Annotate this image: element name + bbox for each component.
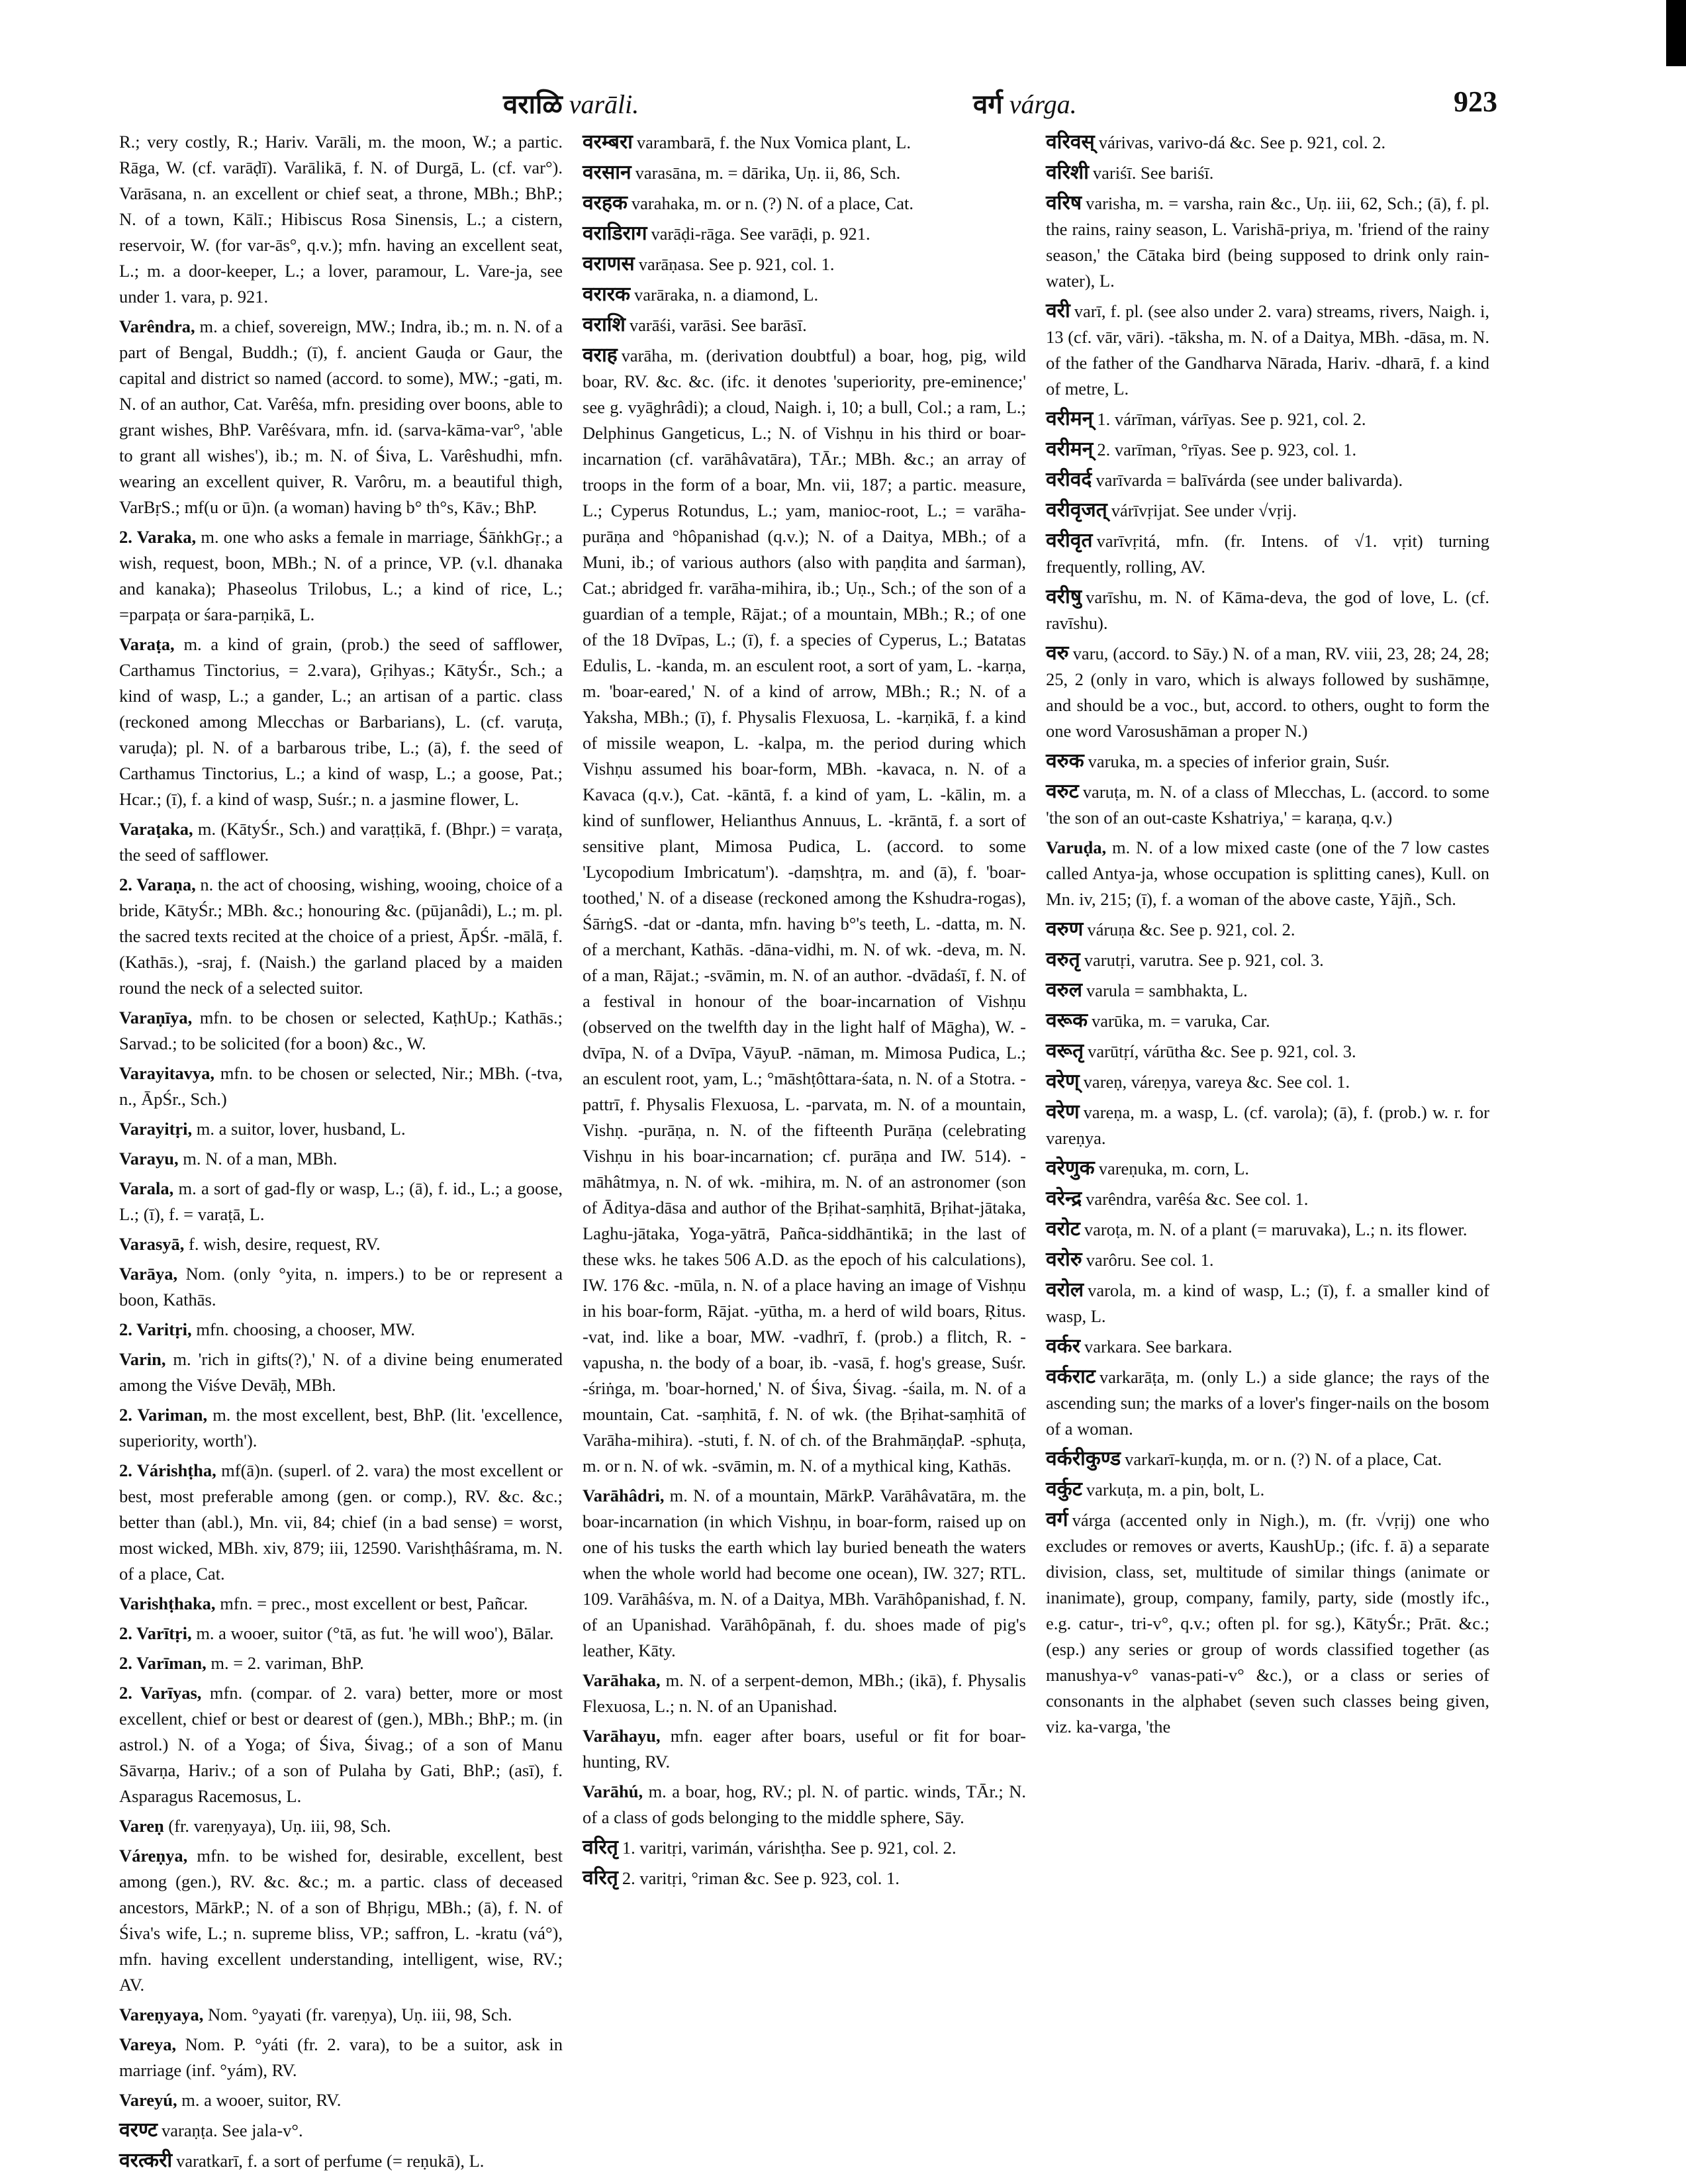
entry-text: vareṇa, m. a wasp, L. (cf. varola); (ā), f. (prob.) w. r. for vareṇya. <box>1046 1102 1489 1148</box>
devanagari-headword: वरिशी <box>1046 161 1089 184</box>
entry-text: Nom. P. °yáti (fr. 2. vara), to be a suitor, ask in marriage (inf. °yám), RV. <box>119 2034 563 2080</box>
devanagari-headword: वरीषु <box>1046 585 1082 608</box>
entry-text: varahaka, m. or n. (?) N. of a place, Cat. <box>631 193 913 213</box>
dictionary-entry <box>1046 129 1489 156</box>
entry-headword: Varaṭaka, <box>119 819 193 839</box>
dictionary-entry <box>119 1813 563 1839</box>
devanagari-headword: वरुल <box>1046 978 1082 1002</box>
entry-text: mfn. to be chosen or selected, KaṭhUp.; Kathās.; Sarvad.; to be solicited (for a boon) &c., W. <box>119 1008 563 1053</box>
entry-headword: Varāya, <box>119 1264 178 1284</box>
entry-text: varāśi, varāsi. See barāsī. <box>629 315 807 335</box>
entry-text: m. a wooer, suitor (°tā, as fut. 'he will woo'), Bālar. <box>196 1623 554 1643</box>
devanagari-headword: वरेणुक <box>1046 1157 1095 1180</box>
devanagari-headword: वरेण <box>1046 1100 1080 1123</box>
dictionary-entry <box>1046 436 1489 463</box>
devanagari-headword: वराह <box>583 344 618 367</box>
entry-text: varambarā, f. the Nux Vomica plant, L. <box>636 132 911 152</box>
dictionary-entry <box>119 872 563 1001</box>
dictionary-entry <box>119 1347 563 1398</box>
entry-text: varkarī-kuṇḍa, m. or n. (?) N. of a place, Cat. <box>1125 1449 1442 1469</box>
devanagari-headword: वरेन्द्र <box>1046 1187 1082 1210</box>
dictionary-entry <box>1046 160 1489 186</box>
dictionary-entry <box>583 1483 1026 1664</box>
entry-text: varutṛi, varutra. See p. 921, col. 3. <box>1084 950 1324 970</box>
dictionary-entry <box>119 2087 563 2113</box>
dictionary-entry <box>119 632 563 812</box>
dictionary-entry <box>1046 1277 1489 1329</box>
dictionary-entry <box>583 190 1026 216</box>
dictionary-entry <box>119 2032 563 2083</box>
dictionary-columns <box>119 129 1489 2172</box>
dictionary-entry <box>1046 1476 1489 1503</box>
entry-text: m. N. of a serpent-demon, MBh.; (ikā), f. Physalis Flexuosa, L.; n. N. of an Upanishad. <box>583 1670 1026 1716</box>
entry-text: váruṇa &c. See p. 921, col. 2. <box>1087 920 1295 939</box>
entry-headword: 2. Varaṇa, <box>119 875 196 894</box>
devanagari-headword: वरम्बरा <box>583 130 633 154</box>
entry-headword: 2. Varaka, <box>119 527 197 547</box>
entry-headword: 2. Varīman, <box>119 1653 207 1673</box>
entry-headword: Varuḍa, <box>1046 837 1107 857</box>
dictionary-entry <box>583 160 1026 186</box>
entry-text: variśī. See bariśī. <box>1092 163 1214 183</box>
entry-text: (fr. vareṇyaya), Uṇ. iii, 98, Sch. <box>168 1816 391 1836</box>
devanagari-headword: वरारक <box>583 283 631 306</box>
devanagari-headword: वरण्ट <box>119 2118 158 2142</box>
dictionary-entry <box>583 251 1026 277</box>
dictionary-entry <box>119 2002 563 2028</box>
entry-headword: 2. Varitṛi, <box>119 1319 192 1339</box>
entry-text: Nom. (only °yita, n. impers.) to be or represent a boon, Kathās. <box>119 1264 563 1309</box>
dictionary-entry <box>119 2148 563 2174</box>
dictionary-entry <box>1046 528 1489 580</box>
entry-text: m. = 2. variman, BhP. <box>211 1653 364 1673</box>
entry-text: R.; very costly, R.; Hariv. Varāli, m. the moon, W.; a partic. Rāga, W. (cf. varāḍī). Varālikā, f. N. of Durgā, L. (cf. var°). Varāsana, n. an excellent or chief seat, a throne, MBh.; BhP.; N. of a town, Kālī.; Hibiscus Rosa Sinensis, L.; a cistern, reservoir, W. (for var-ās°, q.v.); mfn. having an excellent seat, L.; m. a door-keeper, L.; a lover, paramour, L. Vare-ja, see under 1. vara, p. 921. <box>119 132 563 307</box>
dictionary-entry <box>1046 1333 1489 1360</box>
entry-text: vareṇ, váreṇya, vareya &c. See col. 1. <box>1083 1072 1350 1092</box>
entry-text: várīvṛijat. See under √vṛij. <box>1111 500 1297 520</box>
entry-text: varula = sambhakta, L. <box>1086 980 1248 1000</box>
dictionary-entry <box>1046 1364 1489 1442</box>
dictionary-entry <box>583 342 1026 1479</box>
dictionary-entry <box>1046 640 1489 744</box>
entry-headword: 2. Várishṭha, <box>119 1460 216 1480</box>
entry-headword: Varaṭa, <box>119 634 175 654</box>
entry-text: 2. varitṛi, °riman &c. See p. 923, col. 1. <box>622 1868 900 1888</box>
scan-edge-bar <box>1666 0 1686 66</box>
dictionary-entry <box>119 524 563 628</box>
entry-text: m. the most excellent, best, BhP. (lit. 'excellence, superiority, worth'). <box>119 1405 563 1450</box>
entry-text: varāṇasa. See p. 921, col. 1. <box>638 254 835 274</box>
page-number: 923 <box>1454 85 1497 118</box>
entry-headword: 2. Variman, <box>119 1405 208 1425</box>
dictionary-entry <box>1046 1068 1489 1095</box>
devanagari-headword: वरसान <box>583 161 632 184</box>
dictionary-entry <box>1046 1446 1489 1472</box>
entry-text: varī, f. pl. (see also under 2. vara) streams, rivers, Naigh. i, 13 (cf. vār, vāri). -tāksha, m. N. of a Daitya, MBh. -dāsa, m. N. of the father of the Gandharva Nārada, Hariv. -dharā, f. a kind of metre, L. <box>1046 301 1489 399</box>
entry-text: 2. varīman, °rīyas. See p. 923, col. 1. <box>1097 440 1357 459</box>
entry-text: varaṇṭa. See jala-v°. <box>162 2120 303 2140</box>
entry-text: 1. várīman, várīyas. See p. 921, col. 2. <box>1097 409 1366 429</box>
entry-text: m. 'rich in gifts(?),' N. of a divine being enumerated among the Viśve Devāḥ, MBh. <box>119 1349 563 1395</box>
entry-headword: Varin, <box>119 1349 166 1369</box>
dictionary-entry <box>1046 1038 1489 1065</box>
entry-text: varūtṛí, várūtha &c. See p. 921, col. 3. <box>1088 1041 1356 1061</box>
entry-headword: Varayitavya, <box>119 1063 215 1083</box>
dictionary-entry <box>119 1843 563 1998</box>
dictionary-entry <box>1046 1216 1489 1243</box>
entry-headword: Varāhâdri, <box>583 1486 665 1505</box>
entry-text: varêndra, varêśa &c. See col. 1. <box>1086 1189 1309 1209</box>
dictionary-entry <box>119 1680 563 1809</box>
devanagari-headword: वरी <box>1046 299 1070 322</box>
entry-text: m. N. of a mountain, MārkP. Varāhâvatāra, m. the boar-incarnation (in which Vishṇu, in boar-form, raised up on one of his tusks the earth which lay buried beneath the waters when the whole world had become one ocean), IW. 327; RTL. 109. Varāhâśva, m. N. of a Daitya, MBh. Varāhôpanishad, f. N. of an Upanishad. Varāhôpānah, f. du. shoes made of pig's leather, Kāty. <box>583 1486 1026 1660</box>
dictionary-entry <box>1046 1099 1489 1151</box>
dictionary-entry <box>119 1458 563 1587</box>
devanagari-headword: वरुतृ <box>1046 948 1080 971</box>
entry-text: varāraka, n. a diamond, L. <box>634 285 819 305</box>
entry-headword: Varāhayu, <box>583 1726 661 1746</box>
devanagari-headword: वरिवस् <box>1046 130 1095 154</box>
dictionary-entry <box>1046 916 1489 943</box>
entry-text: f. wish, desire, request, RV. <box>189 1234 381 1254</box>
entry-text: m. a wooer, suitor, RV. <box>181 2090 342 2110</box>
column-2 <box>583 129 1026 2178</box>
dictionary-entry <box>119 1146 563 1172</box>
entry-text: m. N. of a low mixed caste (one of the 7 low castes called Antya-ja, whose occupation is splitting canes), Kull. on Mn. iv, 215; (ī), f. a woman of the above caste, Yājñ., Sch. <box>1046 837 1489 909</box>
devanagari-headword: वरुण <box>1046 918 1084 941</box>
entry-text: m. one who asks a female in marriage, ŚāṅkhGṛ.; a wish, request, boon, MBh.; N. of a prince, VP. (v.l. dhanaka and kanaka); Phaseolus Trilobus, L.; a kind of rice, L.; =parpaṭa or śara-parṇikā, L. <box>119 527 563 624</box>
entry-headword: Varasyā, <box>119 1234 185 1254</box>
entry-text: varasāna, m. = dārika, Uṇ. ii, 86, Sch. <box>635 163 901 183</box>
dictionary-entry <box>583 129 1026 156</box>
entry-text: varatkarī, f. a sort of perfume (= reṇukā), L. <box>176 2151 485 2171</box>
entry-headword: Varāhú, <box>583 1781 643 1801</box>
entry-text: n. the act of choosing, wishing, wooing, choice of a bride, KātyŚr.; MBh. &c.; honouring &c. (pūjanâdi), L.; m. pl. the sacred texts recited at the choice of a priest, ĀpŚr. -mālā, f. (Kathās.), -sraj, f. (Naish.) the garland placed by a maiden round the neck of a selected suitor. <box>119 875 563 998</box>
entry-headword: Varayitṛi, <box>119 1119 193 1139</box>
entry-headword: Vareṇ <box>119 1816 164 1836</box>
dictionary-entry <box>583 220 1026 247</box>
entry-text: varola, m. a kind of wasp, L.; (ī), f. a smaller kind of wasp, L. <box>1046 1280 1489 1326</box>
entry-text: varoṭa, m. N. of a plant (= maruvaka), L.; n. its flower. <box>1084 1219 1468 1239</box>
dictionary-entry <box>119 1591 563 1617</box>
devanagari-headword: वरोरु <box>1046 1248 1082 1271</box>
dictionary-entry <box>119 1650 563 1676</box>
dictionary-entry <box>119 1176 563 1227</box>
entry-text: mfn. to be wished for, desirable, excellent, best among (gen.), RV. &c. &c.; m. a partic. class of deceased ancestors, MārkP.; N. of a son of Bhṛigu, MBh.; (ā), f. N. of Śiva's wife, L.; n. supreme bliss, VP.; saffron, L. -kratu (vá°), mfn. having excellent understanding, intelligent, wise, RV.; AV. <box>119 1846 563 1995</box>
devanagari-headword: वर्ग <box>1046 1508 1068 1531</box>
entry-text: varāha, m. (derivation doubtful) a boar, hog, pig, wild boar, RV. &c. &c. (ifc. it denotes 'superiority, pre-eminence;' see g. vyāghrâdi); a cloud, Naigh. i, 10; a bull, Col.; a ram, L.; Delphinus Gangeticus, L.; N. of Vishṇu in his third or boar-incarnation (cf. varāhâvatāra), TĀr.; MBh. &c.; an array of troops in the form of a boar, Mn. vii, 187; a partic. measure, L.; Cyperus Rotundus, L.; yam, manioc-root, L.; = varāha-purāṇa and °hôpanishad (q.v.); N. of a Daitya, MBh.; of a Muni, ib.; of various authors (also with paṇḍita and śarman), Cat.; abridged fr. varāha-mihira, ib.; Uṇ., Sch.; of the son of a guardian of a temple, Rājat.; of a mountain, MBh.; R.; of one of the 18 Dvīpas, L.; (ī), f. a species of Cyperus, L.; Batatas Edulis, L. -kanda, m. an esculent root, a sort of yam, L. -karṇa, m. 'boar-eared,' N. of a kind of arrow, MBh.; R.; N. of a Yaksha, MBh.; (ī), f. Physalis Flexuosa, L. -karṇikā, f. a kind of missile weapon, L. -kalpa, m. the period during which Vishṇu assumed his boar-form, MBh. -kavaca, n. N. of a Kavaca (q.v.), Cat. -kāntā, f. a kind of yam, L. -kālin, m. a kind of sunflower, Helianthus Annuus, L. -krāntā, f. a sort of sensitive plant, Mimosa Pudica, L. (accord. to some 'Lycopodium Imbricatum'). -daṃshṭra, m. and (ā), f. 'boar-toothed,' N. of a disease (reckoned among the Kshudra-rogas), ŚārṅgS. -dat or -danta, mfn. having b°'s teeth, L. -datta, m. N. of a merchant, Kathās. -dāna-vidhi, m. N. of wk. -deva, m. N. of a man, Rājat.; -svāmin, m. N. of an author. -dvādaśī, f. N. of a festival in honour of the boar-incarnation of Vishṇu (observed on the twelfth day in the light half of Māgha), W. -dvīpa, N. of a Dvīpa, VāyuP. -nāman, m. Mimosa Pudica, L.; an esculent root, yam, L.; °māshṭôttara-śata, n. N. of a Stotra. -pattrī, f. Physalis Flexuosa, L. -parvata, m. N. of a mountain, Vishṇ. -purāṇa, n. N. of the fifteenth Purāṇa (celebrating Vishṇu in his boar-incarnation; cf. purāṇa and IW. 514). -māhâtmya, n. N. of wk. -mihira, m. N. of an astronomer (son of Āditya-dāsa and author of the Bṛihat-saṃhitā, Bṛihat-jātaka, Laghu-jātaka, Yoga-yātrā, Pañca-siddhāntikā; in the last of these wks. he takes 506 A.D. as the epoch of his calculations), IW. 176 &c. -mūla, n. N. of a place having an image of Vishṇu in his boar-form, Rājat. -yūtha, m. a herd of wild boars, Ṛitus. -vat, ind. like a boar, MW. -vadhrī, f. (prob.) a flitch, R. -vapusha, n. the body of a boar, ib. -vasā, f. hog's grease, Suśr. -śriṅga, m. 'boar-horned,' N. of Śiva, Śivag. -śaila, m. N. of a mountain, Cat. -saṃhitā, f. N. of wk. (the Bṛihat-saṃhitā of Varāha-mihira). -stuti, f. N. of ch. of the BrahmāṇḍaP. -sphuṭa, m. or n. N. of wk. -svāmin, m. N. of a mythical king, Kathās. <box>583 346 1026 1476</box>
entry-text: 1. varitṛi, varimán, várishṭha. See p. 921, col. 2. <box>622 1838 957 1858</box>
devanagari-headword: वरीवृत <box>1046 529 1093 552</box>
dictionary-entry <box>1046 1247 1489 1273</box>
column-3 <box>1046 129 1489 2178</box>
entry-text: varkuṭa, m. a pin, bolt, L. <box>1086 1480 1265 1499</box>
devanagari-headword: वर्करीकुण्ड <box>1046 1447 1121 1470</box>
entry-text: varīvṛitá, mfn. (fr. Intens. of √1. vṛit) turning frequently, rolling, AV. <box>1046 531 1489 577</box>
devanagari-headword: वर्कराट <box>1046 1365 1096 1388</box>
devanagari-headword: वरोट <box>1046 1217 1080 1241</box>
left-guide-word: वराळि varāli. <box>503 89 639 119</box>
devanagari-headword: वराणस <box>583 252 635 275</box>
devanagari-headword: वरूक <box>1046 1009 1088 1032</box>
entry-text: vareṇuka, m. corn, L. <box>1098 1159 1250 1178</box>
dictionary-entry <box>583 1834 1026 1861</box>
dictionary-entry <box>119 1317 563 1343</box>
entry-text: mf(ā)n. (superl. of 2. vara) the most excellent or best, most preferable among (gen. or comp.), RV. &c. &c.; better than (abl.), Mn. vii, 84; chief (in a bad sense) = worst, most wicked, MBh. xiv, 879; iii, 12590. Varishṭhâśrama, m. N. of a place, Cat. <box>119 1460 563 1584</box>
devanagari-headword: वर्कुट <box>1046 1478 1082 1501</box>
devanagari-headword: वरीमन् <box>1046 438 1094 461</box>
dictionary-entry <box>1046 1008 1489 1034</box>
entry-text: varôru. See col. 1. <box>1086 1250 1214 1270</box>
entry-text: várivas, varivo-dá &c. See p. 921, col. 2. <box>1098 132 1386 152</box>
devanagari-headword: वरीवर्द <box>1046 468 1092 491</box>
entry-headword: Vareṇyaya, <box>119 2005 204 2024</box>
entry-headword: Varaṇīya, <box>119 1008 193 1027</box>
devanagari-headword: वरुट <box>1046 780 1079 803</box>
entry-headword: Varala, <box>119 1178 174 1198</box>
entry-headword: Vareyú, <box>119 2090 177 2110</box>
entry-text: varkarāṭa, m. (only L.) a side glance; the rays of the ascending sun; the marks of a lover's finger-nails on the bosom of a woman. <box>1046 1367 1489 1439</box>
dictionary-entry <box>583 1865 1026 1891</box>
dictionary-entry <box>119 816 563 868</box>
dictionary-entry <box>119 1621 563 1646</box>
devanagari-headword: वरत्करी <box>119 2149 173 2172</box>
entry-headword: 2. Varīyas, <box>119 1683 202 1703</box>
entry-text: m. a kind of grain, (prob.) the seed of safflower, Carthamus Tinctorius, = 2.vara), Gṛihyas.; KātyŚr., Sch.; a kind of wasp, L.; a gander, L.; an artisan of a partic. class (reckoned among Mlecchas or Barbarians), L. (cf. varuṭa, varuḍa); pl. N. of a barbarous tribe, L.; (ā), f. the seed of Carthamus Tinctorius, L.; a kind of wasp, L.; a goose, Pat.; Hcar.; (ī), f. a kind of wasp, Suśr.; n. a jasmine flower, L. <box>119 634 563 809</box>
dictionary-entry <box>1046 1507 1489 1740</box>
devanagari-headword: वरोल <box>1046 1278 1084 1302</box>
entry-headword: 2. Varītṛi, <box>119 1623 192 1643</box>
dictionary-entry <box>119 1261 563 1313</box>
right-guide-word: वर्ग várga. <box>973 89 1077 119</box>
dictionary-entry <box>1046 977 1489 1004</box>
dictionary-entry <box>119 1231 563 1257</box>
devanagari-headword: वरितृ <box>583 1866 618 1889</box>
devanagari-headword: वरेण् <box>1046 1070 1080 1093</box>
dictionary-entry <box>119 129 563 310</box>
entry-text: varisha, m. = varsha, rain &c., Uṇ. iii, 62, Sch.; (ā), f. pl. the rains, rainy season, L. Varishā-priya, m. 'friend of the rainy season,' the Cātaka bird (being supposed to drink only rain-water), L. <box>1046 193 1489 291</box>
entry-text: mfn. = prec., most excellent or best, Pañcar. <box>220 1593 528 1613</box>
dictionary-entry <box>1046 1186 1489 1212</box>
entry-text: mfn. to be chosen or selected, Nir.; MBh. (-tva, n., ĀpŚr., Sch.) <box>119 1063 563 1109</box>
devanagari-headword: वरीवृजत् <box>1046 499 1107 522</box>
dictionary-entry <box>583 1723 1026 1775</box>
entry-text: m. a suitor, lover, husband, L. <box>196 1119 406 1139</box>
entry-headword: Varāhaka, <box>583 1670 661 1690</box>
devanagari-headword: वरीमन् <box>1046 407 1094 430</box>
entry-text: varkara. See barkara. <box>1084 1337 1233 1356</box>
entry-text: varu, (accord. to Sāy.) N. of a man, RV. viii, 23, 28; 24, 28; 25, 2 (only in varo, which is always followed by sushāmṇe, and should be a voc., but, accord. to others, ought to form the one word Varosushāman a proper N.) <box>1046 643 1489 741</box>
entry-text: varuka, m. a species of inferior grain, Suśr. <box>1088 751 1390 771</box>
devanagari-headword: वरु <box>1046 641 1069 665</box>
dictionary-entry <box>119 1005 563 1057</box>
devanagari-headword: वरूतृ <box>1046 1039 1084 1063</box>
dictionary-entry <box>583 312 1026 338</box>
dictionary-entry <box>119 314 563 520</box>
dictionary-entry <box>119 1116 563 1142</box>
entry-text: mfn. choosing, a chooser, MW. <box>196 1319 415 1339</box>
dictionary-entry <box>119 2117 563 2144</box>
entry-headword: Varêndra, <box>119 316 195 336</box>
entry-text: varuṭa, m. N. of a class of Mlecchas, L. (accord. to some 'the son of an out-caste Kshatriya,' = karaṇa, q.v.) <box>1046 782 1489 828</box>
dictionary-entry <box>1046 584 1489 636</box>
entry-headword: Varayu, <box>119 1149 179 1168</box>
devanagari-headword: वरुक <box>1046 749 1084 773</box>
devanagari-headword: वर्कर <box>1046 1335 1080 1358</box>
devanagari-headword: वराडिराग <box>583 222 647 245</box>
dictionary-entry <box>1046 406 1489 432</box>
dictionary-entry <box>1046 190 1489 294</box>
devanagari-headword: वरिष <box>1046 191 1082 214</box>
dictionary-entry <box>1046 835 1489 912</box>
dictionary-entry <box>1046 1155 1489 1182</box>
dictionary-entry <box>1046 779 1489 831</box>
running-head <box>119 85 1497 124</box>
entry-text: várga (accented only in Nigh.), m. (fr. √vṛij) one who excludes or removes or averts, KaushUp.; (ifc. f. ā) a separate division, class, set, multitude of similar things (animate or inanimate), group, company, family, party, side (mostly ifc., e.g. catur-, tri-v°, q.v.; often pl. for sg.), KātyŚr.; Prāt. &c.; (esp.) any series or group of words classified together (as manushya-v° vanas-pati-v° &c.), or a class or series of consonants in the alphabet (seven such classes being given, viz. ka-varga, 'the <box>1046 1510 1489 1736</box>
dictionary-entry <box>1046 467 1489 493</box>
dictionary-entry <box>583 1668 1026 1719</box>
entry-text: varīshu, m. N. of Kāma-deva, the god of love, L. (cf. ravīshu). <box>1046 587 1489 633</box>
entry-headword: Vareya, <box>119 2034 177 2054</box>
dictionary-entry <box>1046 947 1489 973</box>
entry-text: m. N. of a man, MBh. <box>183 1149 338 1168</box>
dictionary-entry <box>583 281 1026 308</box>
entry-text: varīvarda = balīvárda (see under balivarda). <box>1096 470 1403 490</box>
entry-text: varāḍi-rāga. See varāḍi, p. 921. <box>651 224 870 244</box>
entry-text: m. a sort of gad-fly or wasp, L.; (ā), f. id., L.; a goose, L.; (ī), f. = varaṭā, L. <box>119 1178 563 1224</box>
entry-text: varūka, m. = varuka, Car. <box>1092 1011 1270 1031</box>
column-1 <box>119 129 563 2178</box>
dictionary-entry <box>583 1779 1026 1830</box>
entry-text: m. a chief, sovereign, MW.; Indra, ib.; m. n. N. of a part of Bengal, Buddh.; (ī), f. ancient Gauḍa or Gaur, the capital and district so named (accord. to some), MW.; -gati, m. N. of an author, Cat. Varêśa, mfn. presiding over boons, able to grant wishes, BhP. Varêśvara, mfn. id. (sarva-kāma-var°, 'able to grant all wishes'), ib.; m. N. of Śiva, L. Varêshudhi, mfn. wearing an excellent quiver, R. Varôru, m. a beautiful thigh, VarBṛS.; mf(u or ū)n. (a woman) having b° th°s, Kāv.; BhP. <box>119 316 563 517</box>
entry-headword: Váreṇya, <box>119 1846 188 1866</box>
devanagari-headword: वरहक <box>583 191 628 214</box>
entry-text: m. (KātyŚr., Sch.) and varaṭṭikā, f. (Bhpr.) = varaṭa, the seed of safflower. <box>119 819 563 865</box>
dictionary-entry <box>1046 298 1489 402</box>
devanagari-headword: वराशि <box>583 313 626 336</box>
entry-text: Nom. °yayati (fr. vareṇya), Uṇ. iii, 98, Sch. <box>208 2005 512 2024</box>
devanagari-headword: वरितृ <box>583 1836 618 1859</box>
dictionary-entry <box>1046 748 1489 775</box>
dictionary-entry <box>119 1061 563 1112</box>
entry-text: m. a boar, hog, RV.; pl. N. of partic. winds, TĀr.; N. of a class of gods belonging to the middle sphere, Sāy. <box>583 1781 1026 1827</box>
entry-headword: Varishṭhaka, <box>119 1593 216 1613</box>
entry-text: mfn. eager after boars, useful or fit for boar-hunting, RV. <box>583 1726 1026 1772</box>
dictionary-entry <box>119 1402 563 1454</box>
entry-text: mfn. (compar. of 2. vara) better, more or most excellent, chief or best or dearest of (gen.), MBh.; BhP.; m. (in astrol.) N. of a Yoga; of Śiva, Śivag.; of a son of Manu Sāvarṇa, Hariv.; of a son of Pulaha by Gati, BhP.; (asī), f. Asparagus Racemosus, L. <box>119 1683 563 1806</box>
dictionary-entry <box>1046 497 1489 524</box>
